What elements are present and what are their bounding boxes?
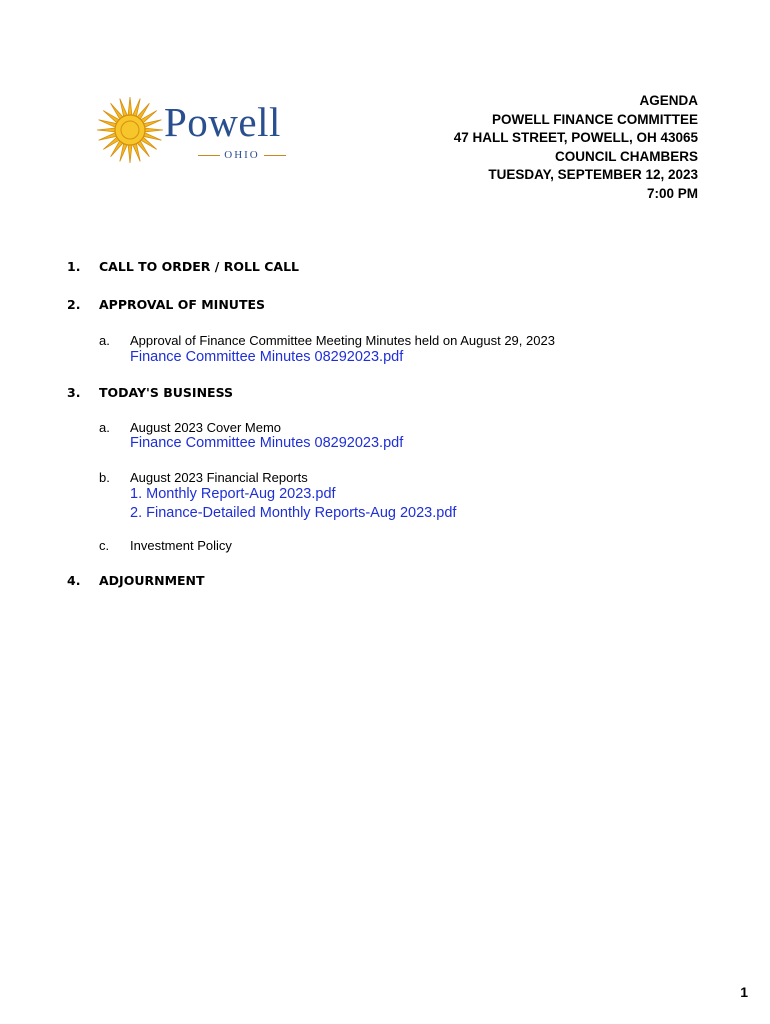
header-time: 7:00 PM [646,185,698,201]
item-title-approval-of-minutes: APPROVAL OF MINUTES [99,297,266,312]
sun-ray [120,99,128,117]
item-title-call-to-order: CALL TO ORDER / ROLL CALL [99,259,300,274]
subitem-text: Investment Policy [130,538,232,553]
logo-rule-right [264,155,286,156]
header-date: TUESDAY, SEPTEMBER 12, 2023 [488,167,698,182]
sun-ray [99,133,117,141]
sun-ray [120,144,128,162]
powell-logo [96,96,324,164]
header-location: COUNCIL CHAMBERS [554,148,698,164]
sun-ray [133,99,141,117]
sun-ray [99,120,117,128]
logo-subtitle [190,148,294,162]
subitem-text: August 2023 Cover Memo [130,420,282,435]
sun-ray [97,128,115,132]
subitem-text: Approval of Finance Committee Meeting Minutes held on August 29, 2023 [130,333,555,348]
detailed-reports-pdf-link[interactable]: 2. Finance-Detailed Monthly Reports-Aug 2023.pdf [130,505,457,521]
sun-ray [128,145,132,163]
item-title-adjournment: ADJOURNMENT [99,573,205,588]
item-number-1: 1. [67,259,81,274]
header-address: 47 HALL STREET, POWELL, OH 43065 [453,130,698,145]
sun-icon [96,96,164,164]
page-number: 1 [740,984,748,1000]
subitem-letter: a. [99,420,110,435]
item-number-4: 4. [67,573,81,588]
cover-memo-pdf-link[interactable]: Finance Committee Minutes 08292023.pdf [130,435,404,451]
item-number-3: 3. [67,385,81,400]
subitem-letter: a. [99,333,110,348]
sun-ray [128,97,132,115]
sun-ray [144,120,162,128]
agenda-header [454,92,698,203]
sun-ray [144,133,162,141]
subitem-letter: c. [99,538,110,553]
item-title-todays-business: TODAY'S BUSINESS [99,385,234,400]
logo-state: OHIO [224,148,260,161]
monthly-report-pdf-link[interactable]: 1. Monthly Report-Aug 2023.pdf [130,486,336,502]
minutes-pdf-link[interactable]: Finance Committee Minutes 08292023.pdf [130,349,404,365]
subitem-letter: b. [99,470,110,485]
sun-ray [133,144,141,162]
item-number-2: 2. [67,297,81,312]
header-title: AGENDA [639,93,698,108]
header-committee: POWELL FINANCE COMMITTEE [492,111,698,127]
sun-ray [145,128,163,132]
logo-rule-left [198,155,220,156]
subitem-text: August 2023 Financial Reports [130,470,308,485]
logo-wordmark: Powell [164,99,281,145]
